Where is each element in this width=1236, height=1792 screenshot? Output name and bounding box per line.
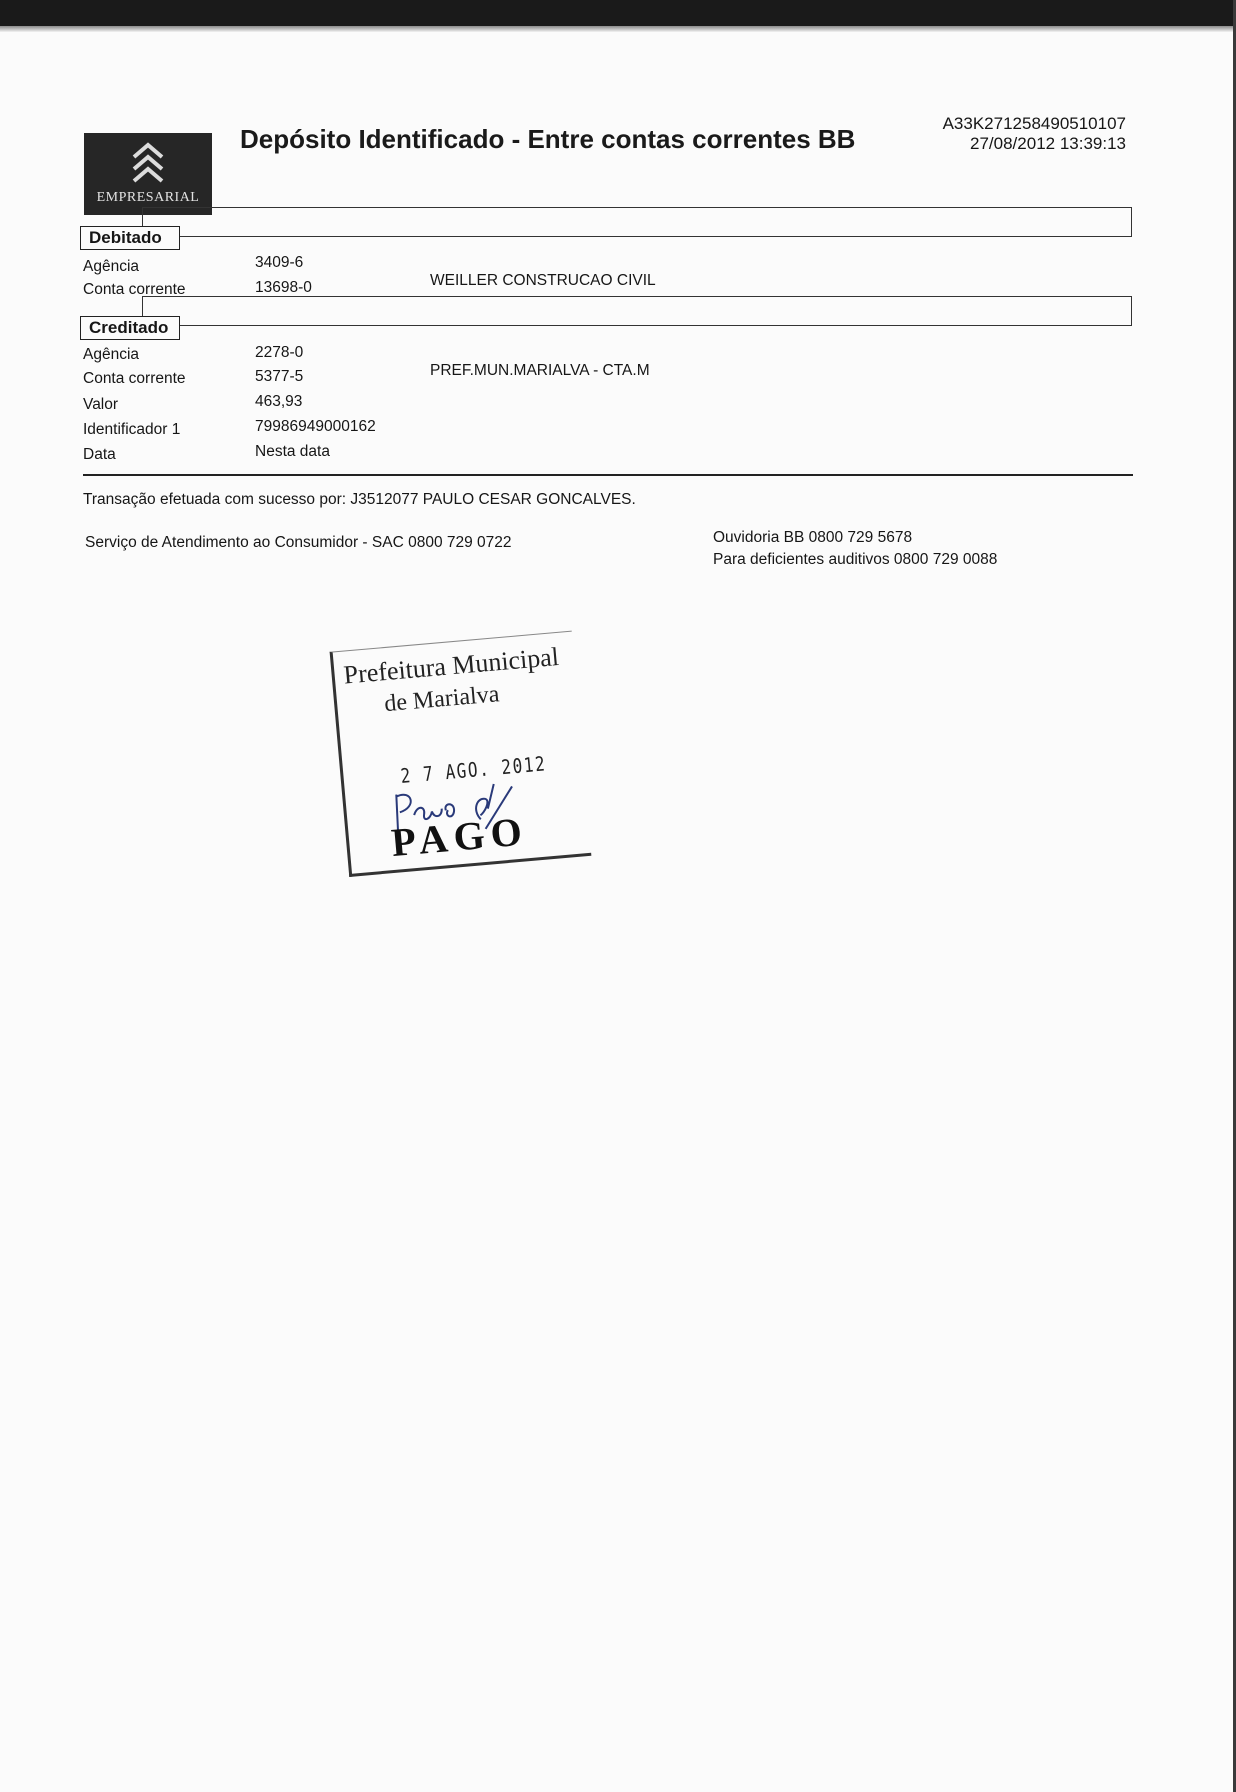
creditado-agencia-value: 2278-0	[255, 344, 304, 361]
bb-logo-icon	[128, 141, 168, 185]
document-id: A33K271258490510107	[942, 114, 1126, 133]
debitado-holder-name: WEILLER CONSTRUCAO CIVIL	[430, 272, 656, 289]
stamp-date: 2 7 AGO. 2012	[399, 751, 548, 789]
paid-stamp	[330, 629, 611, 901]
stamp-status: PAGO	[389, 808, 530, 866]
transaction-status: Transação efetuada com sucesso por: J3512077 PAULO CESAR GONCALVES.	[83, 491, 636, 508]
document-timestamp: 27/08/2012 13:39:13	[970, 134, 1126, 153]
scan-top-border	[0, 0, 1236, 26]
sac-contact: Serviço de Atendimento ao Consumidor - SAC 0800 729 0722	[85, 534, 512, 551]
creditado-data-value: Nesta data	[255, 443, 330, 460]
logo-caption: EMPRESARIAL	[96, 190, 200, 205]
creditado-conta-label: Conta corrente	[83, 370, 186, 387]
page-title: Depósito Identificado - Entre contas correntes BB	[240, 124, 856, 154]
creditado-identificador-value: 79986949000162	[255, 418, 376, 435]
creditado-section-frame	[142, 296, 1132, 326]
stamp-line-1: Prefeitura Municipal	[342, 641, 561, 690]
ouvidoria-contact: Ouvidoria BB 0800 729 5678	[713, 529, 913, 546]
creditado-heading: Creditado	[80, 316, 180, 340]
debitado-agencia-label: Agência	[83, 258, 140, 275]
debitado-heading: Debitado	[80, 226, 180, 250]
creditado-valor-value: 463,93	[255, 393, 303, 410]
bank-logo	[84, 133, 212, 215]
deficientes-contact: Para deficientes auditivos 0800 729 0088	[713, 551, 998, 568]
creditado-data-label: Data	[83, 446, 116, 463]
creditado-holder-name: PREF.MUN.MARIALVA - CTA.M	[430, 362, 650, 379]
debitado-agencia-value: 3409-6	[255, 254, 304, 271]
creditado-valor-label: Valor	[83, 396, 119, 413]
creditado-identificador-label: Identificador 1	[83, 421, 181, 438]
debitado-conta-value: 13698-0	[255, 279, 312, 296]
stamp-line-2: de Marialva	[383, 681, 501, 718]
document-id-block	[943, 114, 1126, 154]
scan-shadow	[0, 26, 1236, 32]
debitado-conta-label: Conta corrente	[83, 281, 186, 298]
creditado-conta-value: 5377-5	[255, 368, 304, 385]
debitado-section-frame	[142, 207, 1132, 237]
footer-divider	[83, 474, 1133, 476]
creditado-agencia-label: Agência	[83, 346, 140, 363]
